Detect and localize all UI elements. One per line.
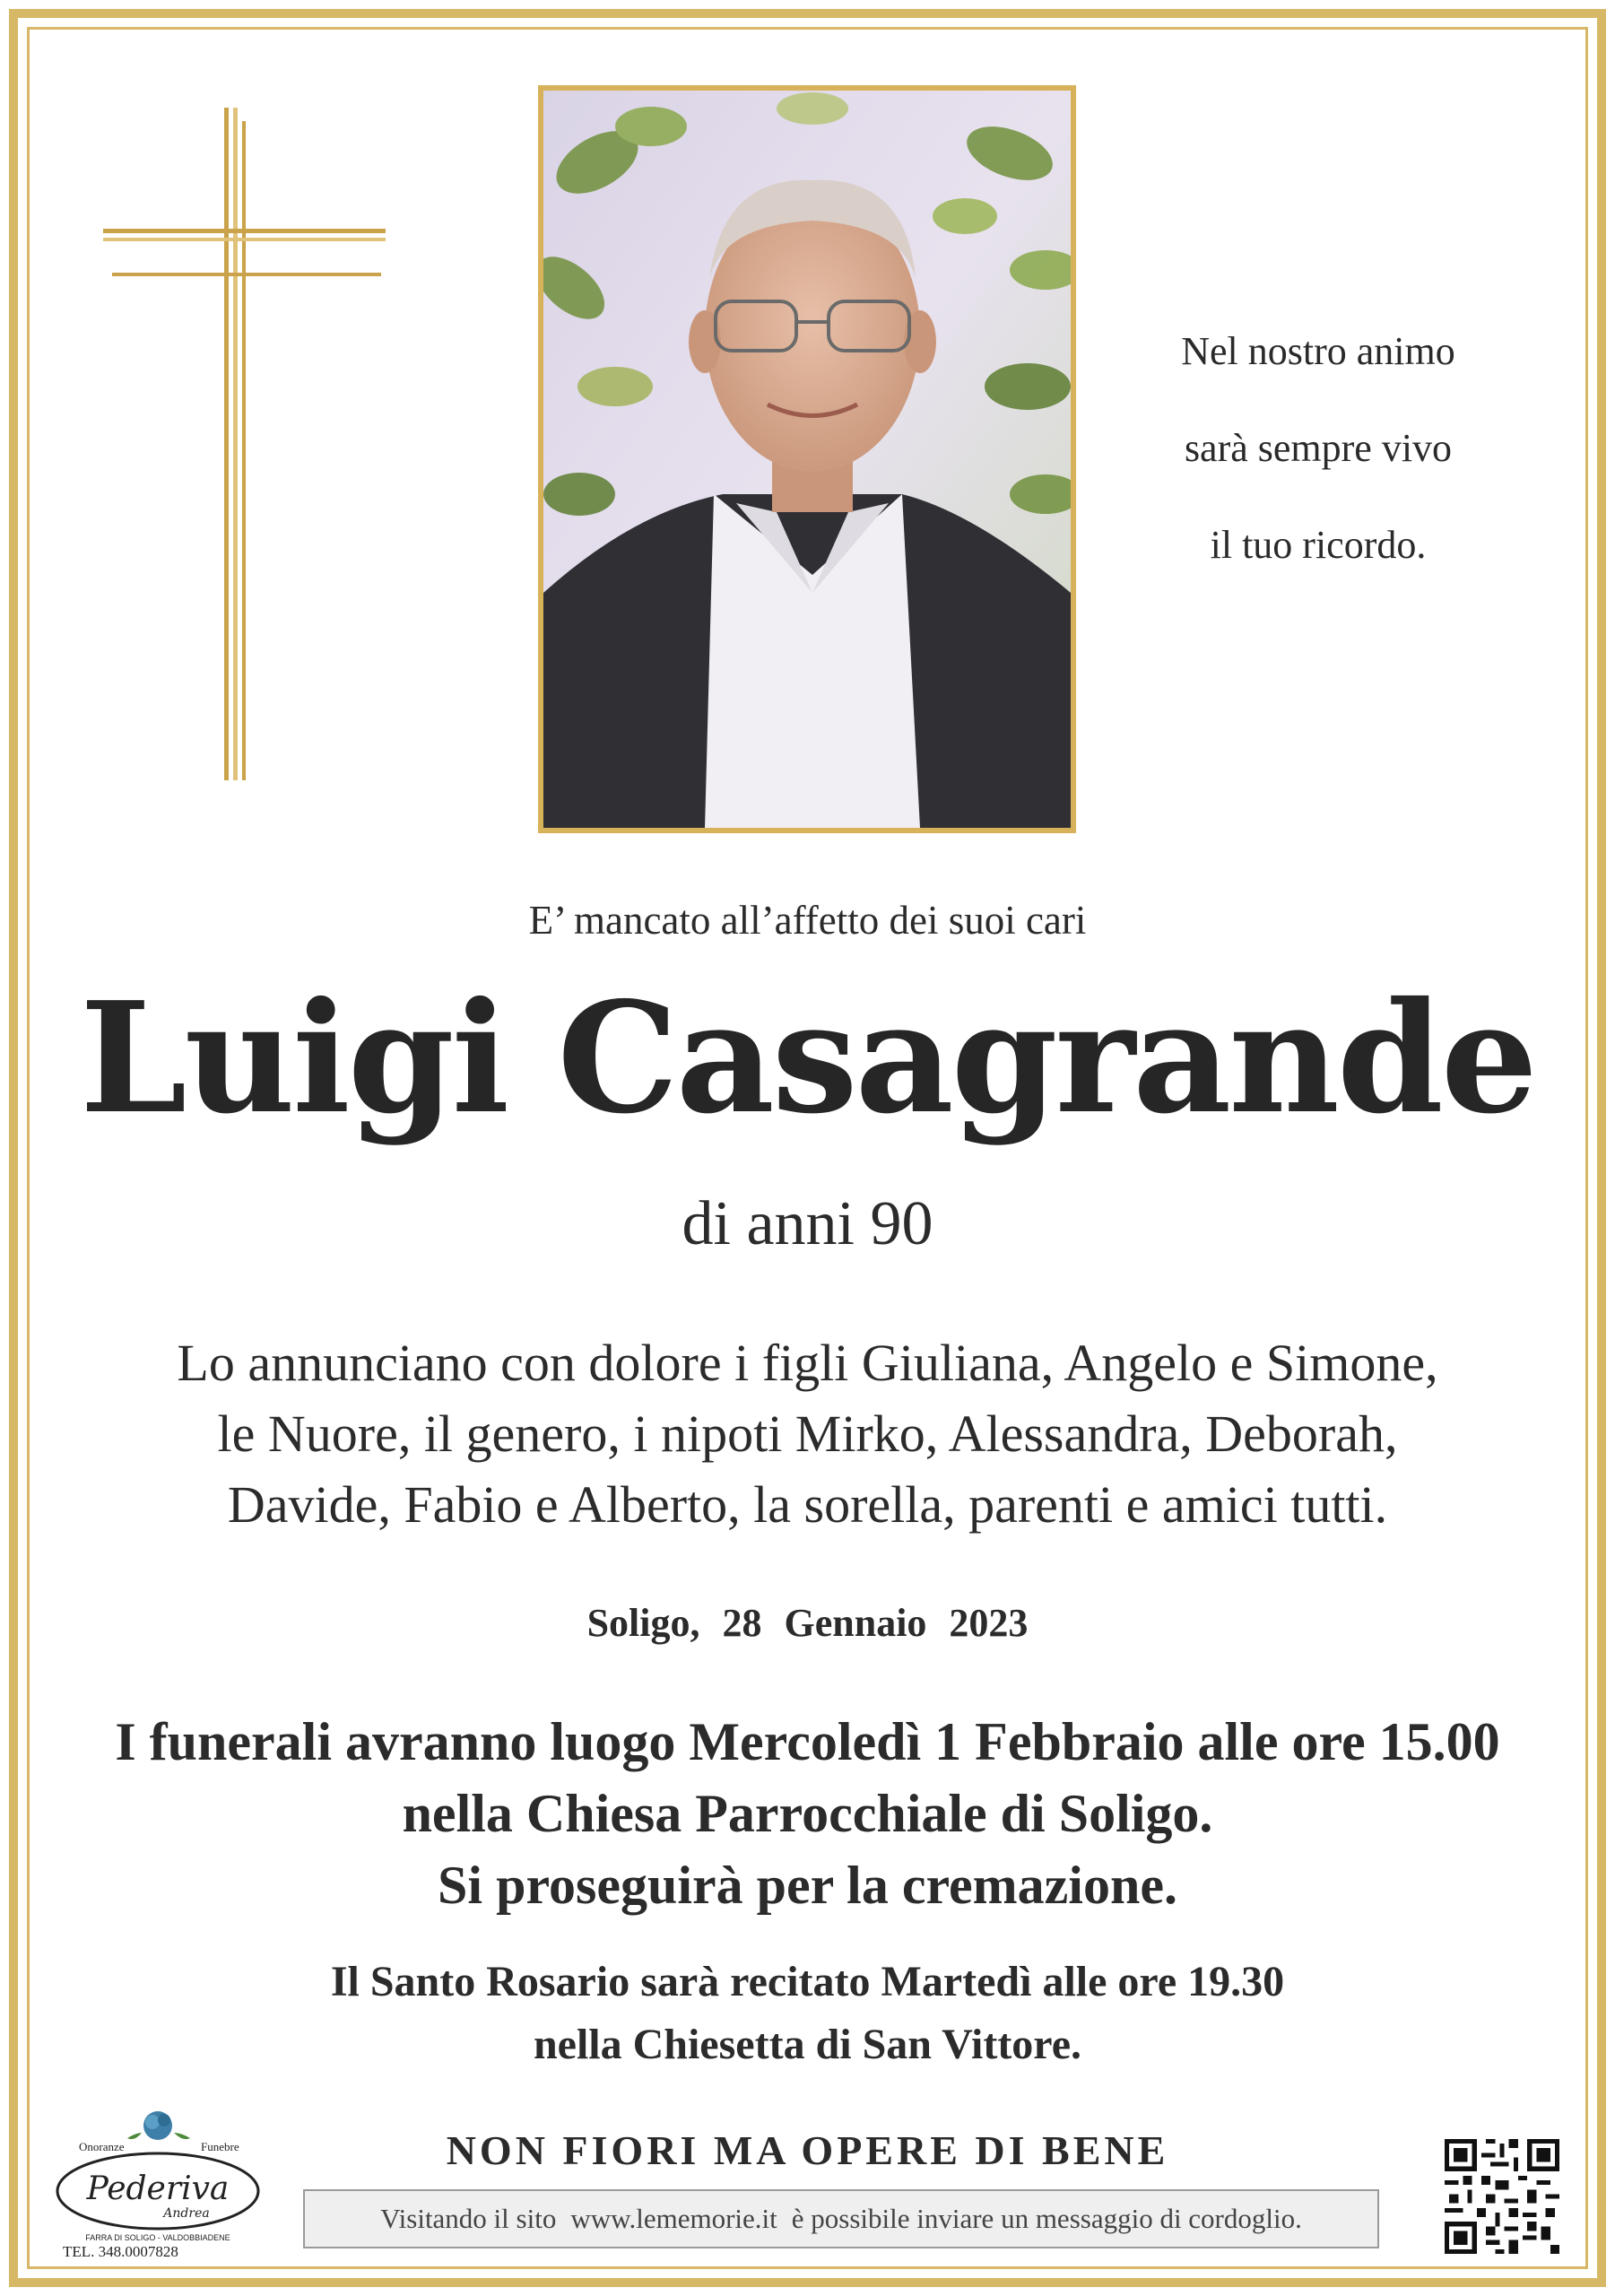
announcement-line: le Nuore, il genero, i nipoti Mirko, Alessandra, Deborah, — [217, 1405, 1398, 1463]
logo-phone: TEL. 348.0007828 — [63, 2243, 178, 2258]
rosary-line: Il Santo Rosario sarà recitato Martedì alle ore 19.30 — [330, 1958, 1285, 2005]
announcement — [0, 1327, 1615, 1540]
announcement-line: Davide, Fabio e Alberto, la sorella, parenti e amici tutti. — [227, 1475, 1388, 1534]
logo-brand: Pederiva — [86, 2170, 230, 2207]
verse-line: sarà sempre vivo — [1184, 426, 1453, 470]
site-url-link[interactable]: www.lememorie.it — [570, 2203, 777, 2234]
deceased-portrait — [538, 85, 1076, 833]
announcement-line: Lo annunciano con dolore i figli Giuliana, Angelo e Simone, — [177, 1334, 1438, 1392]
rosary-line: nella Chiesetta di San Vittore. — [533, 2021, 1082, 2068]
site-note-prefix: Visitando il sito — [380, 2203, 557, 2234]
no-flowers-note: NON FIORI MA OPERE DI BENE — [446, 2127, 1169, 2173]
verse-line: Nel nostro animo — [1181, 329, 1455, 373]
cross-icon — [99, 108, 395, 789]
rose-icon — [127, 2111, 190, 2140]
condolence-site-box — [303, 2189, 1379, 2248]
funeral-info — [0, 1706, 1615, 1921]
verse — [1103, 303, 1533, 594]
funeral-line: Si proseguirà per la cremazione. — [438, 1856, 1177, 1915]
rosary-info — [0, 1951, 1615, 2076]
funeral-line: nella Chiesa Parrocchiale di Soligo. — [402, 1784, 1213, 1843]
site-note-suffix: è possibile inviare un messaggio di cordoglio. — [791, 2203, 1302, 2234]
funeral-line: I funerali avranno luogo Mercoledì 1 Febbraio alle ore 15.00 — [115, 1712, 1500, 1771]
logo-sub: Andrea — [163, 2206, 210, 2221]
funeral-home-logo — [52, 2106, 267, 2258]
logo-place: FARRA DI SOLIGO - VALDOBBIADENE — [85, 2233, 230, 2242]
intro-text: E’ mancato all’affetto dei suoi cari — [528, 898, 1087, 943]
logo-top-right: Funebre — [201, 2140, 239, 2153]
place-date: Soligo, 28 Gennaio 2023 — [586, 1601, 1029, 1645]
deceased-name: Luigi Casagrande — [80, 969, 1535, 1148]
qr-code[interactable] — [1445, 2139, 1559, 2254]
verse-line: il tuo ricordo. — [1210, 523, 1427, 567]
deceased-age: di anni 90 — [682, 1189, 933, 1258]
logo-top-left: Onoranze — [79, 2140, 125, 2153]
